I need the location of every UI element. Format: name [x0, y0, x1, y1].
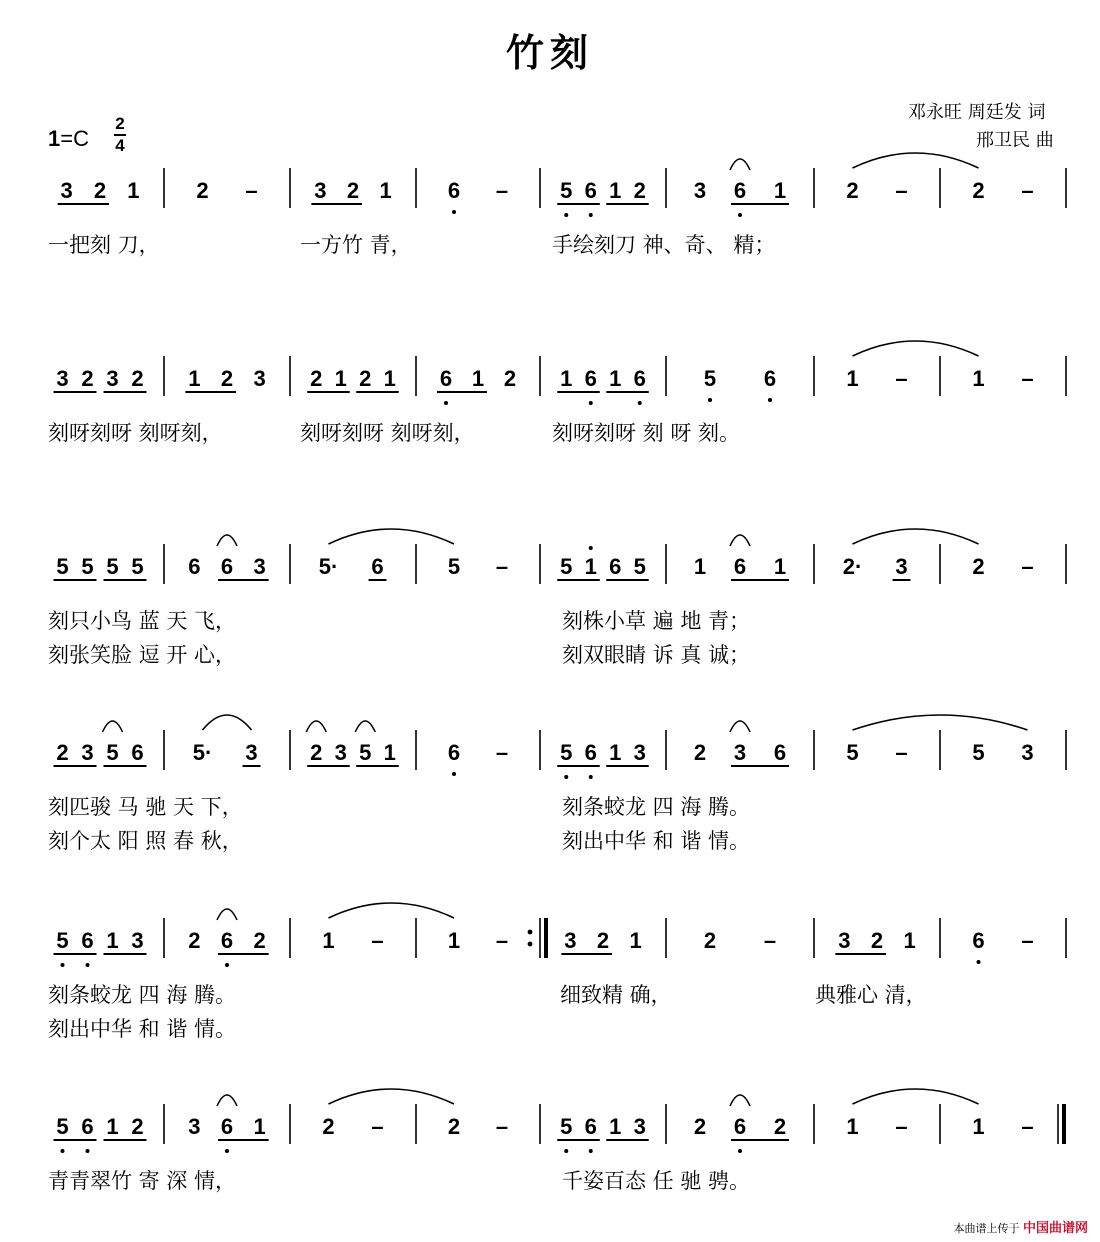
note: 1 [188, 366, 201, 391]
note: 5 [633, 554, 646, 579]
tie-arc [853, 715, 1028, 730]
fermata-arc [355, 721, 375, 732]
note: 2 [359, 366, 372, 391]
note: 2 [188, 928, 201, 953]
note: 2 [310, 366, 323, 391]
lyric-line-1: 刻呀刻呀 刻呀刻， [48, 421, 223, 445]
note: 1 [584, 554, 597, 579]
low-octave-dot [589, 213, 593, 217]
note: 5 [560, 178, 573, 203]
note: 5 [81, 554, 94, 579]
note: – [1021, 1114, 1034, 1139]
note: 5 [56, 928, 69, 953]
note: 2 [972, 554, 985, 579]
note: – [895, 1114, 908, 1139]
note: 5 [131, 554, 144, 579]
low-octave-dot [444, 401, 448, 405]
lyric-line-1: 刻呀刻呀 刻呀刻， [300, 421, 475, 445]
lyric-line-2: 刻张笑脸 逗 开 心， [48, 643, 237, 667]
note: 2 [322, 1114, 335, 1139]
note: 2 [346, 178, 360, 203]
low-octave-dot [86, 1149, 90, 1153]
note: 3 [60, 178, 73, 203]
key-tonic: 1 [48, 126, 61, 151]
note: 5 [56, 1114, 69, 1139]
note: 2 [693, 1114, 707, 1139]
note: 2 [633, 178, 646, 203]
note: 2 [693, 740, 707, 765]
low-octave-dot [61, 963, 65, 967]
note: 3 [693, 178, 707, 203]
lyric-line-2: 刻个太 阳 照 春 秋， [48, 829, 243, 853]
time-signature-bottom: 4 [115, 136, 125, 155]
note: 5· [192, 740, 213, 765]
note: 1 [693, 554, 707, 579]
fermata-arc [306, 721, 326, 732]
note: 1 [322, 928, 335, 953]
note: 2 [310, 740, 323, 765]
note: 3 [564, 928, 577, 953]
low-octave-dot [738, 1149, 742, 1153]
note: 6 [220, 554, 234, 579]
note: 6 [439, 366, 453, 391]
song-title: 竹刻 [505, 30, 594, 75]
note: 1 [383, 366, 396, 391]
note: 6 [584, 366, 597, 391]
note: 5· [318, 554, 339, 579]
lyric-line-1: 手绘刻刀 神、奇、 精； [552, 233, 776, 257]
lyricist-credit: 邓永旺 周廷发 词 [908, 102, 1046, 123]
note: – [245, 178, 258, 203]
low-octave-dot [589, 1149, 593, 1153]
note: 3 [895, 554, 908, 579]
note: 2 [81, 366, 94, 391]
note: 3 [838, 928, 851, 953]
note: 3 [245, 740, 258, 765]
repeat-dot [528, 942, 533, 947]
note: 2 [131, 366, 144, 391]
footer [953, 1217, 1088, 1236]
note: 6 [584, 178, 597, 203]
note: 6 [609, 554, 622, 579]
tie-arc [203, 715, 252, 730]
note: – [763, 928, 777, 953]
note: 1 [846, 1114, 859, 1139]
footer-text: 本曲谱上传于 [953, 1222, 1020, 1235]
note: – [371, 928, 384, 953]
note: 5 [106, 554, 119, 579]
composer-credit: 邢卫民 曲 [976, 130, 1054, 151]
note: 1 [106, 1114, 119, 1139]
note: 2 [196, 178, 209, 203]
fermata-arc [217, 909, 237, 920]
lyric-line-2: 刻出中华 和 谐 情。 [562, 829, 751, 853]
fermata-arc [217, 535, 237, 546]
note: 2 [846, 178, 859, 203]
note: 3 [106, 366, 119, 391]
low-octave-dot [452, 210, 456, 214]
low-octave-dot [638, 401, 642, 405]
note: 3 [253, 554, 266, 579]
lyric-line-2: 刻出中华 和 谐 情。 [48, 1017, 237, 1041]
tie-arc [853, 153, 979, 168]
lyric-line-1: 刻匹骏 马 驰 天 下， [48, 795, 243, 819]
lyric-line-1: 刻株小草 遍 地 青； [562, 609, 751, 633]
low-octave-dot [589, 401, 593, 405]
low-octave-dot [564, 1149, 568, 1153]
note: 6 [447, 740, 461, 765]
note: 1 [609, 1114, 622, 1139]
note: 6 [371, 554, 384, 579]
note: 3 [1021, 740, 1034, 765]
note: – [1021, 366, 1034, 391]
note: 1 [609, 740, 622, 765]
note: 2 [503, 366, 517, 391]
key-name: =C [60, 126, 89, 151]
note: – [495, 554, 509, 579]
note: 1 [383, 740, 396, 765]
note: 2 [870, 928, 884, 953]
fermata-arc [103, 721, 123, 732]
note: 2 [93, 178, 107, 203]
note: 2 [773, 1114, 787, 1139]
tie-arc [329, 903, 455, 918]
low-octave-dot [708, 398, 712, 402]
note: – [1021, 178, 1034, 203]
note: 6 [447, 178, 461, 203]
note: – [495, 928, 509, 953]
note: 5 [560, 554, 573, 579]
note: 6 [733, 554, 747, 579]
note: 6 [763, 366, 777, 391]
note: 2 [703, 928, 717, 953]
note: 2 [56, 740, 69, 765]
fermata-arc [730, 1095, 750, 1106]
note: 5 [447, 554, 461, 579]
note: – [371, 1114, 384, 1139]
note: 6 [220, 928, 234, 953]
low-octave-dot [564, 775, 568, 779]
low-octave-dot [768, 398, 772, 402]
time-signature-top: 2 [115, 114, 125, 133]
note: 1 [629, 928, 642, 953]
note: 1 [773, 554, 787, 579]
note: 1 [903, 928, 916, 953]
fermata-arc [217, 1095, 237, 1106]
note: 6 [220, 1114, 234, 1139]
note: 1 [127, 178, 140, 203]
note: 6 [81, 1114, 94, 1139]
note: – [895, 178, 908, 203]
note: 1 [334, 366, 347, 391]
note: 6 [584, 740, 597, 765]
lyric-line-1: 一方竹 青， [300, 233, 412, 257]
lyric-line-1: 刻条蛟龙 四 海 腾。 [48, 983, 237, 1007]
note: 1 [972, 366, 985, 391]
note: 2 [220, 366, 234, 391]
note: 6 [584, 1114, 597, 1139]
lyric-line-1: 典雅心 清， [815, 983, 927, 1007]
note: 6 [733, 1114, 747, 1139]
lyric-line-1: 千姿百态 任 驰 骋。 [562, 1169, 751, 1193]
note: 5 [359, 740, 372, 765]
lyric-line-1: 刻只小鸟 蓝 天 飞， [48, 609, 237, 633]
note: 6 [972, 928, 985, 953]
tie-arc [853, 529, 979, 544]
low-octave-dot [225, 1149, 229, 1153]
note: 3 [314, 178, 327, 203]
note: 1 [379, 178, 392, 203]
note: 6 [733, 178, 747, 203]
note: – [495, 178, 509, 203]
low-octave-dot [564, 213, 568, 217]
low-octave-dot [589, 775, 593, 779]
note: 1 [972, 1114, 985, 1139]
fermata-arc [730, 721, 750, 732]
note: 2 [596, 928, 610, 953]
note: 2 [972, 178, 985, 203]
fermata-arc [730, 535, 750, 546]
lyric-line-1: 青青翠竹 寄 深 情， [48, 1169, 237, 1193]
low-octave-dot [61, 1149, 65, 1153]
note: 1 [471, 366, 485, 391]
note: 2 [447, 1114, 461, 1139]
note: 1 [609, 366, 622, 391]
note: – [495, 1114, 509, 1139]
note: 5 [56, 554, 69, 579]
lyric-line-1: 细致精 确， [560, 983, 672, 1007]
footer-brand: 中国曲谱网 [1022, 1221, 1088, 1236]
note: – [1021, 554, 1034, 579]
note: 3 [56, 366, 69, 391]
tie-arc [853, 341, 979, 356]
note: 3 [81, 740, 94, 765]
note: 3 [733, 740, 747, 765]
note: 3 [633, 1114, 646, 1139]
note: 6 [188, 554, 201, 579]
lyric-line-2: 刻双眼睛 诉 真 诚； [562, 643, 751, 667]
high-octave-dot [589, 546, 593, 550]
note: 6 [81, 928, 94, 953]
note: 3 [633, 740, 646, 765]
note: 5 [846, 740, 859, 765]
note: 5 [972, 740, 985, 765]
note: 3 [131, 928, 144, 953]
note: 6 [633, 366, 646, 391]
tie-arc [329, 529, 455, 544]
note: 3 [188, 1114, 201, 1139]
note: 2 [253, 928, 266, 953]
note: 1 [609, 178, 622, 203]
lyric-line-1: 刻条蛟龙 四 海 腾。 [562, 795, 751, 819]
low-octave-dot [225, 963, 229, 967]
note: 5 [703, 366, 717, 391]
note: 1 [106, 928, 119, 953]
note: 1 [560, 366, 573, 391]
tie-arc [853, 1089, 979, 1104]
lyric-line-1: 刻呀刻呀 刻 呀 刻。 [552, 421, 741, 445]
note: 2 [131, 1114, 144, 1139]
note: 3 [253, 366, 266, 391]
tie-arc [329, 1089, 455, 1104]
note: – [895, 740, 908, 765]
note: – [1021, 928, 1034, 953]
low-octave-dot [452, 772, 456, 776]
note: 1 [253, 1114, 266, 1139]
note: 1 [447, 928, 461, 953]
note: 1 [773, 178, 787, 203]
low-octave-dot [738, 213, 742, 217]
fermata-arc [730, 159, 750, 170]
note: 6 [773, 740, 787, 765]
note: 6 [131, 740, 144, 765]
note: – [495, 740, 509, 765]
note: – [895, 366, 908, 391]
note: 5 [106, 740, 119, 765]
note: 5 [560, 1114, 573, 1139]
note: 5 [560, 740, 573, 765]
lyric-line-1: 一把刻 刀， [48, 233, 160, 257]
note: 1 [846, 366, 859, 391]
repeat-dot [528, 930, 533, 935]
low-octave-dot [977, 960, 981, 964]
note: 2· [842, 554, 863, 579]
note: 3 [334, 740, 347, 765]
low-octave-dot [86, 963, 90, 967]
